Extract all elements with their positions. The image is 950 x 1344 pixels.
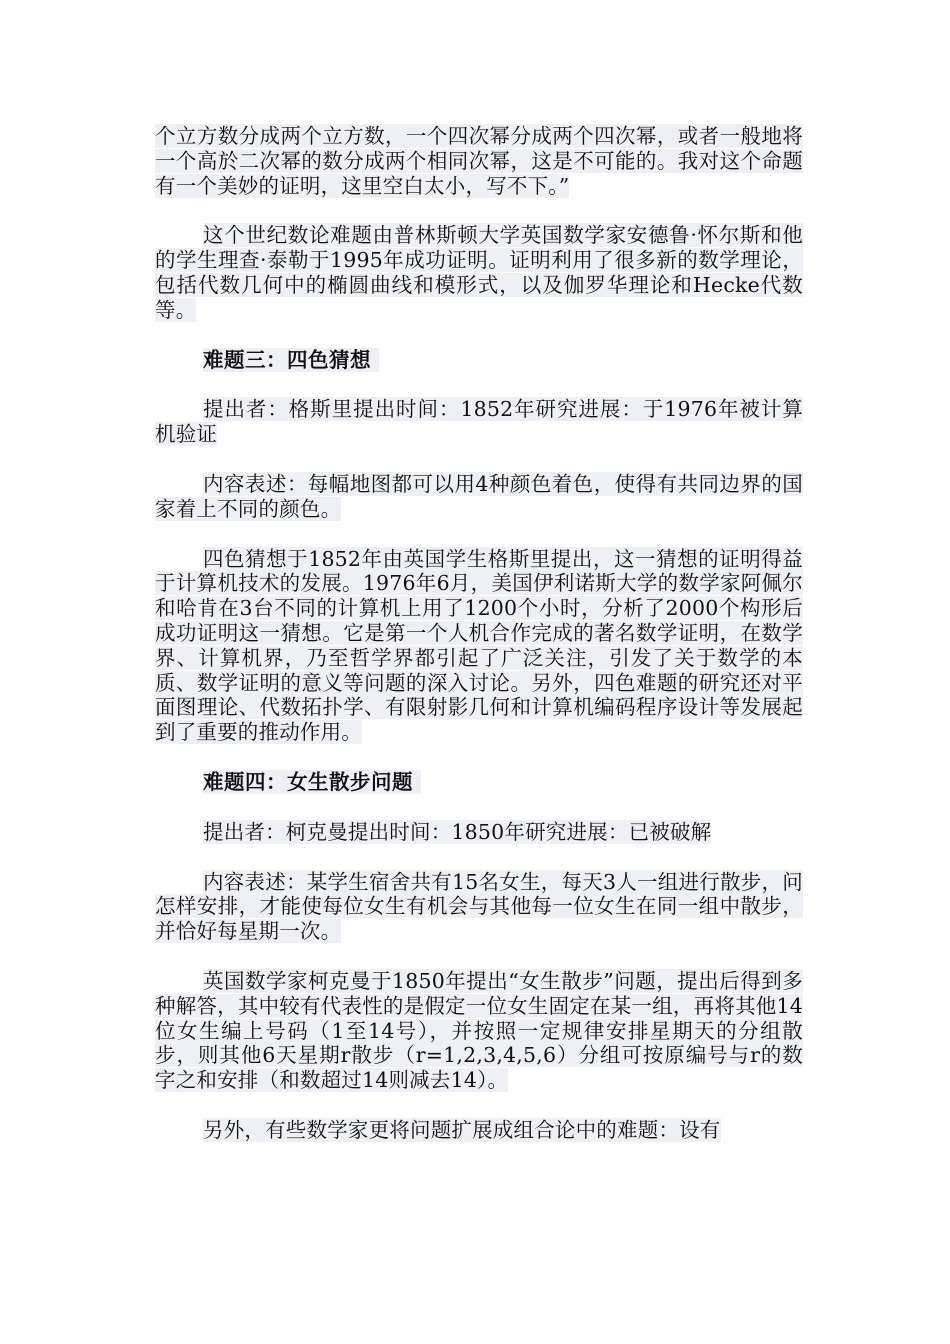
heading-problem-three bbox=[155, 348, 803, 373]
paragraph-text: 个立方数分成两个立方数，一个四次幂分成两个四次幂，或者一般地将一个高於二次幂的数分成两个相同次幂，这是不可能的。我对这个命题有一个美妙的证明，这里空白太小，写不下。” bbox=[155, 124, 803, 198]
paragraph-text: 内容表述：每幅地图都可以用4种颜色着色，使得有共同边界的国家着上不同的颜色。 bbox=[155, 471, 803, 521]
paragraph-fermat-proof bbox=[155, 223, 803, 322]
paragraph-text: 四色猜想于1852年由英国学生格斯里提出，这一猜想的证明得益于计算机技术的发展。1976年6月，美国伊利诺斯大学的数学家阿佩尔和哈肯在3台不同的计算机上用了1200个小时，分析了2000个构形后成功证明这一猜想。它是第一个人机合作完成的著名数学证明，在数学界、计算机界，乃至哲学界都引起了广泛关注，引发了关于数学的本质、数学证明的意义等问题的深入讨论。另外，四色难题的研究还对平面图理论、代数拓扑学、有限射影几何和计算机编码程序设计等发展起到了重要的推动作用。 bbox=[155, 546, 803, 745]
paragraph-text: 提出者：柯克曼提出时间：1850年研究进展：已被破解 bbox=[203, 819, 712, 844]
paragraph-fermat-quote-end bbox=[155, 124, 803, 198]
document-page bbox=[155, 124, 803, 1168]
paragraph-four-color-history bbox=[155, 547, 803, 745]
paragraph-text: 内容表述：某学生宿舍共有15名女生，每天3人一组进行散步，问怎样安排，才能使每位女生有机会与其他每一位女生在同一组中散步，并恰好每星期一次。 bbox=[155, 869, 803, 944]
paragraph-kirkman-extension bbox=[155, 1118, 803, 1143]
paragraph-four-color-statement bbox=[155, 472, 803, 522]
paragraph-text: 英国数学家柯克曼于1850年提出“女生散步”问题，提出后得到多种解答，其中较有代表性的是假定一位女生固定在某一组，再将其他14位女生编上号码（1至14号），并按照一定规律安排星期天的分组散步，则其他6天星期r散步（r=1,2,3,4,5,6）分组可按原编号与r的数字之和安排（和数超过14则减去14）。 bbox=[155, 968, 803, 1093]
heading-text: 难题四：女生散步问题 bbox=[203, 770, 421, 794]
paragraph-text: 这个世纪数论难题由普林斯顿大学英国数学家安德鲁·怀尔斯和他的学生理查·泰勒于1995年成功证明。证明利用了很多新的数学理论，包括代数几何中的椭圆曲线和模形式，以及伽罗华理论和Hecke代数等。 bbox=[155, 223, 803, 322]
paragraph-text: 提出者：格斯里提出时间：1852年研究进展：于1976年被计算机验证 bbox=[155, 397, 803, 447]
heading-text: 难题三：四色猜想 bbox=[203, 348, 379, 372]
paragraph-text: 另外，有些数学家更将问题扩展成组合论中的难题：设有 bbox=[203, 1117, 721, 1142]
paragraph-four-color-meta bbox=[155, 397, 803, 447]
paragraph-kirkman-meta bbox=[155, 820, 803, 845]
paragraph-kirkman-solution bbox=[155, 969, 803, 1093]
heading-problem-four bbox=[155, 770, 803, 795]
paragraph-kirkman-statement bbox=[155, 870, 803, 944]
